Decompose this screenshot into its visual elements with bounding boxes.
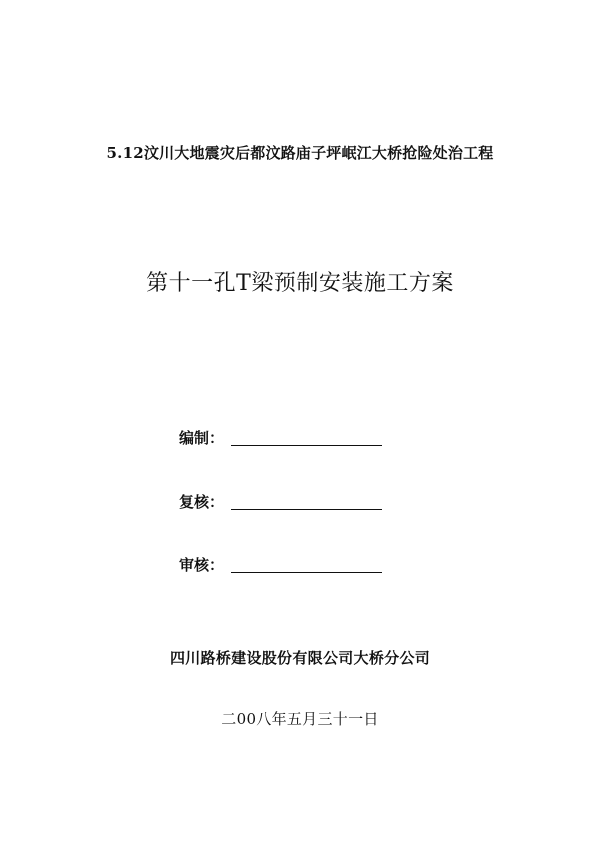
signature-row-checked (179, 488, 382, 512)
signature-label-checked: 复核： (179, 493, 225, 511)
company-name: 四川路桥建设股份有限公司大桥分公司 (169, 649, 431, 667)
signature-blank-compiled (231, 426, 382, 446)
document-date: 二00八年五月三十一日 (221, 710, 379, 728)
signature-row-approved (179, 551, 382, 575)
signature-row-compiled (179, 424, 382, 448)
document-title: 第十一孔T梁预制安装施工方案 (146, 271, 454, 296)
signature-blank-approved (231, 553, 382, 573)
project-title: 5.12汶川大地震灾后都汶路庙子坪岷江大桥抢险处治工程 (106, 144, 494, 162)
signature-blank-checked (231, 490, 382, 510)
signature-label-compiled: 编制： (179, 429, 225, 447)
signature-label-approved: 审核： (179, 556, 225, 574)
